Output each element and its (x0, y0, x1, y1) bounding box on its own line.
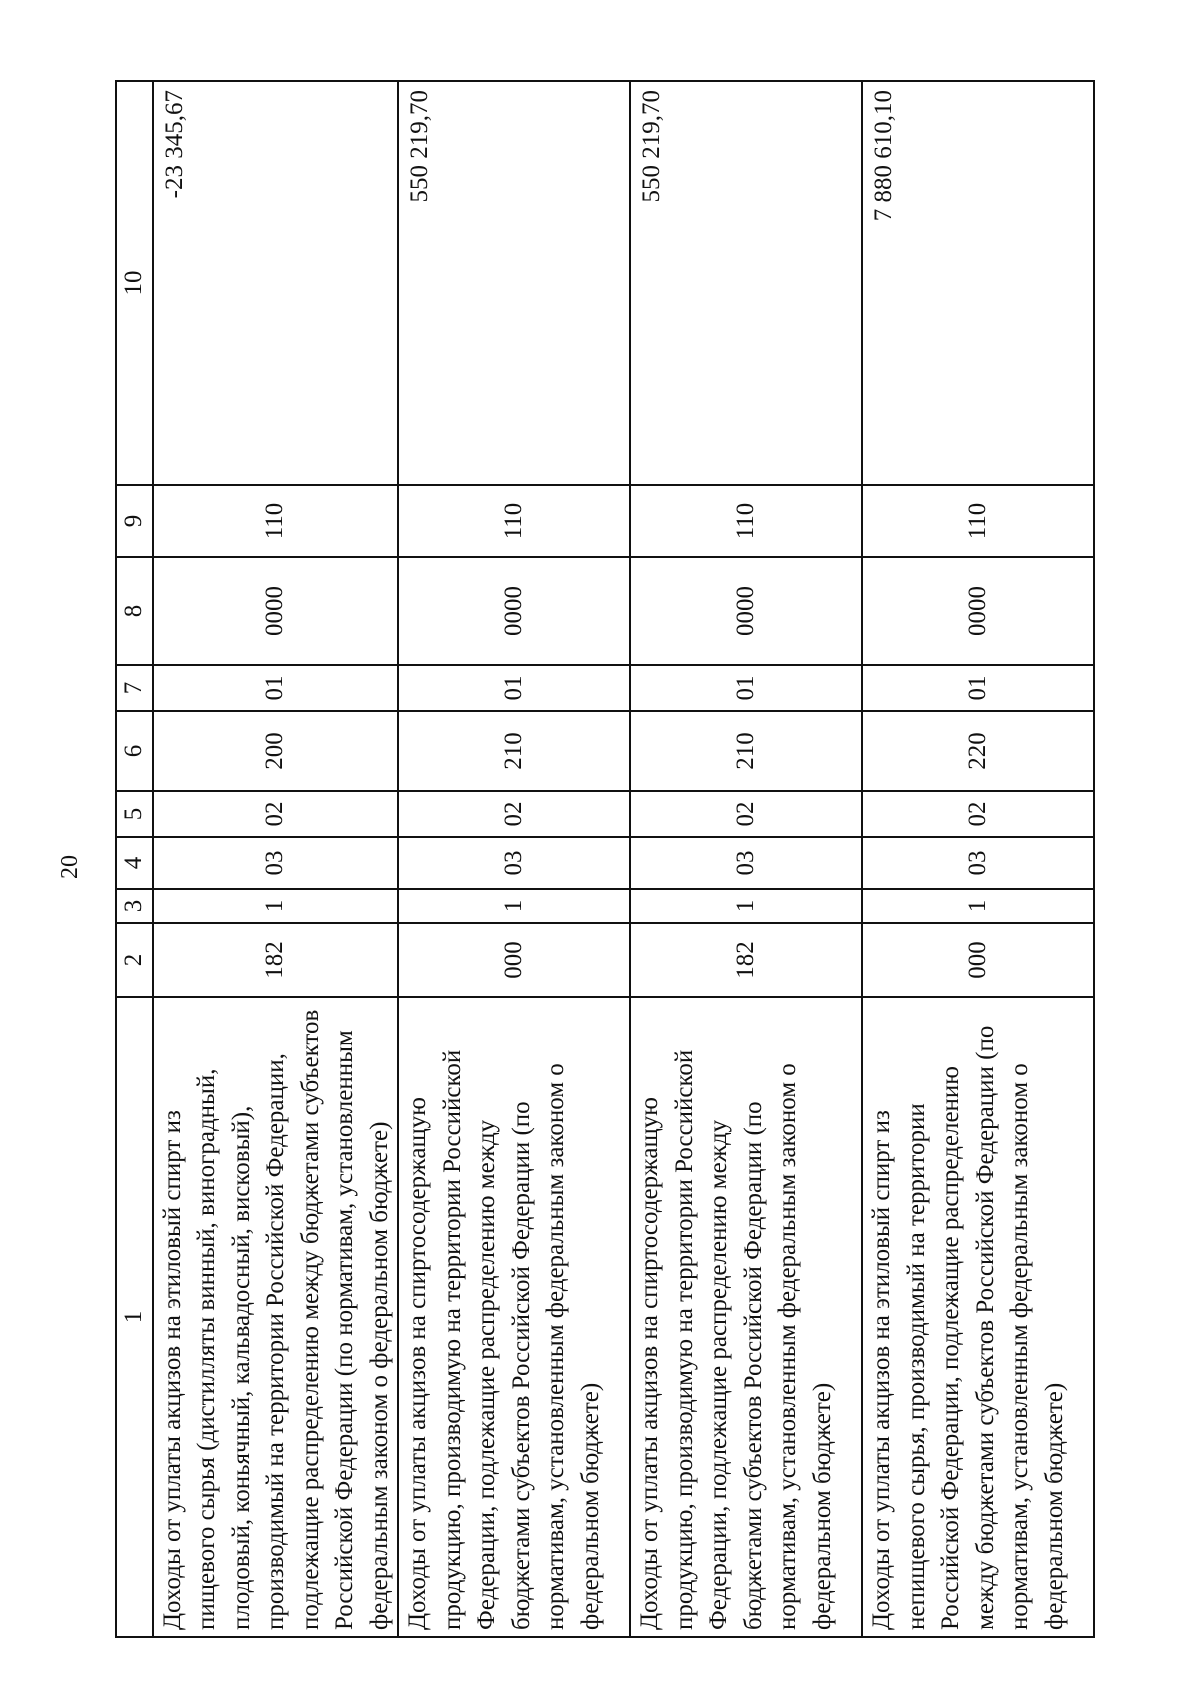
column-header: 6 (116, 711, 153, 791)
admin-code: 000 (862, 923, 1094, 997)
amount-value: 550 219,70 (398, 81, 630, 485)
amount-value: -23 345,67 (153, 81, 399, 485)
table-row (398, 81, 630, 1637)
revenue-description: Доходы от уплаты акцизов на спиртосодержащую продукцию, производимую на территории Российской Федерации, подлежащие распределению между бюджетами субъектов Российской Федерации (по нормативам, установленным федеральным законом о федеральном бюджете) (398, 997, 630, 1637)
column-header: 10 (116, 81, 153, 485)
group-code: 1 (153, 889, 399, 923)
element-code: 01 (153, 665, 399, 711)
table-row (630, 81, 862, 1637)
article-code: 02 (630, 791, 862, 837)
column-header: 8 (116, 557, 153, 665)
element-code: 01 (398, 665, 630, 711)
admin-code: 182 (630, 923, 862, 997)
subgroup-code: 03 (398, 837, 630, 889)
article-code: 02 (398, 791, 630, 837)
column-header: 4 (116, 837, 153, 889)
subarticle-code: 200 (153, 711, 399, 791)
budget-revenue-table (115, 80, 1095, 1638)
subarticle-code: 210 (398, 711, 630, 791)
table-row (153, 81, 399, 1637)
classification-code: 110 (862, 485, 1094, 557)
amount-value: 550 219,70 (630, 81, 862, 485)
element-code: 01 (862, 665, 1094, 711)
amount-value: 7 880 610,10 (862, 81, 1094, 485)
column-header: 2 (116, 923, 153, 997)
article-code: 02 (862, 791, 1094, 837)
subgroup-code: 03 (153, 837, 399, 889)
subgroup-code: 03 (630, 837, 862, 889)
classification-code: 110 (153, 485, 399, 557)
column-header: 1 (116, 997, 153, 1637)
column-header: 9 (116, 485, 153, 557)
group-code: 1 (630, 889, 862, 923)
admin-code: 000 (398, 923, 630, 997)
table-header-row (116, 81, 153, 1637)
group-code: 1 (862, 889, 1094, 923)
program-code: 0000 (630, 557, 862, 665)
page-number: 20 (57, 855, 83, 879)
revenue-description: Доходы от уплаты акцизов на этиловый спирт из непищевого сырья, производимый на территории Российской Федерации, подлежащие распределению между бюджетами субъектов Российской Федерации (по нормативам, установленным федеральным законом о федеральном бюджете) (862, 997, 1094, 1637)
rotated-table-wrapper (115, 82, 1094, 1638)
program-code: 0000 (862, 557, 1094, 665)
subarticle-code: 210 (630, 711, 862, 791)
classification-code: 110 (398, 485, 630, 557)
revenue-description: Доходы от уплаты акцизов на спиртосодержащую продукцию, производимую на территории Российской Федерации, подлежащие распределению между бюджетами субъектов Российской Федерации (по нормативам, установленным федеральным законом о федеральном бюджете) (630, 997, 862, 1637)
table-row (862, 81, 1094, 1637)
element-code: 01 (630, 665, 862, 711)
classification-code: 110 (630, 485, 862, 557)
column-header: 3 (116, 889, 153, 923)
program-code: 0000 (153, 557, 399, 665)
article-code: 02 (153, 791, 399, 837)
revenue-description: Доходы от уплаты акцизов на этиловый спирт из пищевого сырья (дистилляты винный, виноградный, плодовый, коньячный, кальвадосный, висковый), производимый на территории Российской Федерации, подлежащие распределению между бюджетами субъектов Российской Федерации (по нормативам, установленным федеральным законом о федеральном бюджете) (153, 997, 399, 1637)
subgroup-code: 03 (862, 837, 1094, 889)
program-code: 0000 (398, 557, 630, 665)
column-header: 7 (116, 665, 153, 711)
subarticle-code: 220 (862, 711, 1094, 791)
admin-code: 182 (153, 923, 399, 997)
column-header: 5 (116, 791, 153, 837)
group-code: 1 (398, 889, 630, 923)
